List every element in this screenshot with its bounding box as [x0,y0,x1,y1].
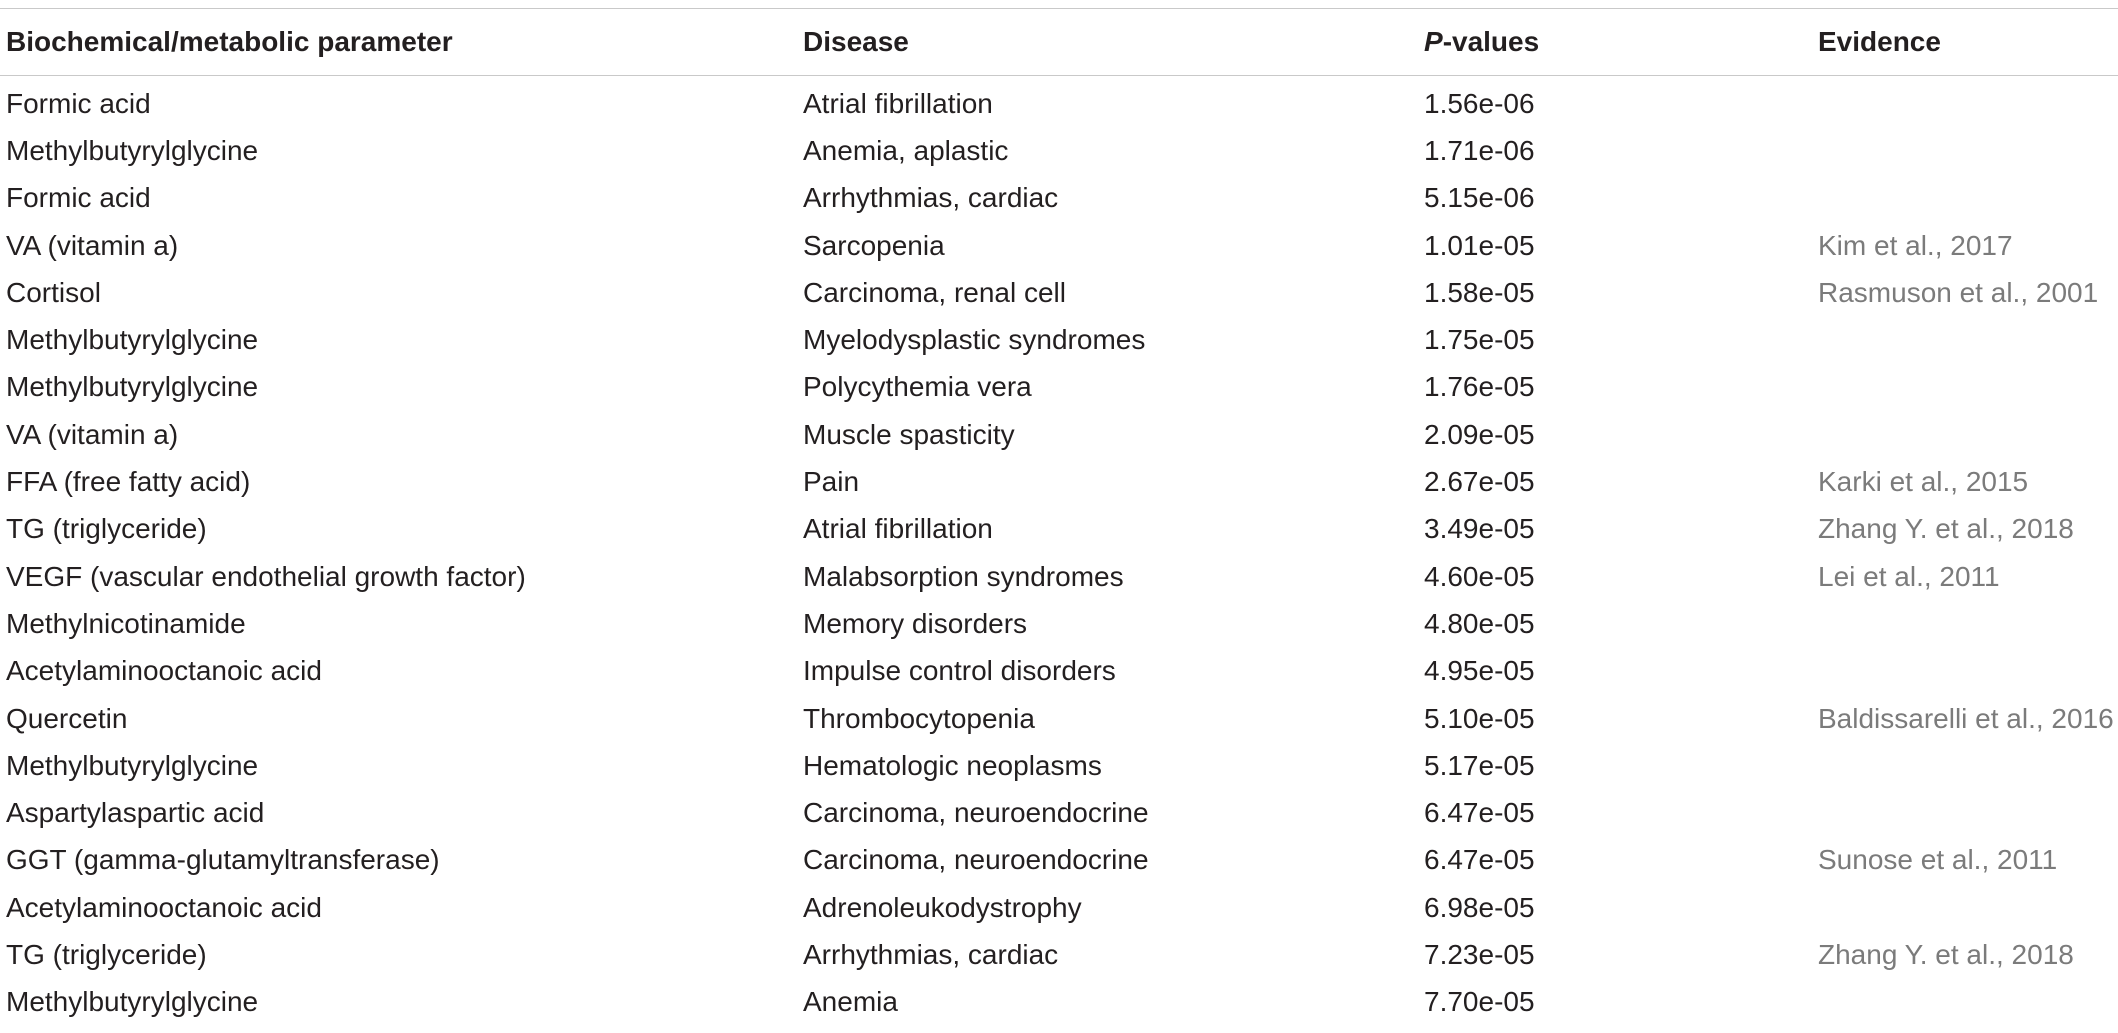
cell-evidence [1818,648,2118,695]
cell-pvalue: 1.76e-05 [1424,371,1535,403]
cell-disease: Sarcopenia [803,229,945,261]
cell-evidence [1818,411,2118,458]
table-header [0,9,2118,76]
cell-evidence [1818,789,2118,836]
header-disease: Disease [803,26,909,57]
cell-pvalue: 6.47e-05 [1424,797,1535,829]
cell-parameter: Methylbutyrylglycine [6,371,259,403]
cell-parameter: Acetylaminooctanoic acid [6,655,322,687]
header-row [0,9,2118,76]
cell-parameter: Methylbutyrylglycine [6,749,259,781]
cell-evidence [1818,316,2118,363]
cell-disease: Thrombocytopenia [803,702,1035,734]
cell-parameter: VA (vitamin a) [6,418,179,450]
cell-parameter: Methylnicotinamide [6,607,246,639]
cell-evidence: Zhang Y. et al., 2018 [1818,513,2074,545]
cell-pvalue: 4.80e-05 [1424,607,1535,639]
header-evidence: Evidence [1818,26,1941,57]
cell-disease: Polycythemia vera [803,371,1032,403]
cell-disease: Memory disorders [803,607,1028,639]
cell-parameter: Methylbutyrylglycine [6,986,259,1018]
cell-pvalue: 7.70e-05 [1424,986,1535,1018]
cell-parameter: Methylbutyrylglycine [6,134,259,166]
cell-disease: Arrhythmias, cardiac [803,938,1059,970]
cell-disease: Atrial fibrillation [803,513,993,545]
table-body [0,76,2118,1026]
cell-parameter: FFA (free fatty acid) [6,466,251,498]
cell-disease: Anemia, aplastic [803,134,1009,166]
table-row [0,695,2118,742]
cell-evidence: Rasmuson et al., 2001 [1818,276,2099,308]
cell-evidence [1818,600,2118,647]
cell-pvalue: 2.09e-05 [1424,418,1535,450]
cell-disease: Malabsorption syndromes [803,560,1124,592]
table-row [0,648,2118,695]
cell-disease: Carcinoma, neuroendocrine [803,844,1149,876]
table-row [0,127,2118,174]
cell-disease: Carcinoma, neuroendocrine [803,797,1149,829]
cell-parameter: TG (triglyceride) [6,938,207,970]
cell-pvalue: 1.58e-05 [1424,276,1535,308]
cell-parameter: TG (triglyceride) [6,513,207,545]
cell-disease: Myelodysplastic syndromes [803,324,1146,356]
cell-pvalue: 4.60e-05 [1424,560,1535,592]
cell-disease: Anemia [803,986,898,1018]
table-row [0,269,2118,316]
cell-pvalue: 5.10e-05 [1424,702,1535,734]
table-row [0,837,2118,884]
table-row [0,222,2118,269]
data-table [0,8,2118,1026]
cell-evidence [1818,127,2118,174]
cell-evidence: Baldissarelli et al., 2016 [1818,702,2114,734]
table-row [0,600,2118,647]
cell-evidence [1818,76,2118,128]
table-row [0,458,2118,505]
header-parameter: Biochemical/metabolic parameter [6,26,453,57]
cell-evidence: Lei et al., 2011 [1818,560,2000,592]
cell-pvalue: 3.49e-05 [1424,513,1535,545]
cell-pvalue: 1.75e-05 [1424,324,1535,356]
cell-disease: Impulse control disorders [803,655,1116,687]
cell-evidence [1818,364,2118,411]
cell-evidence [1818,884,2118,931]
cell-disease: Pain [803,466,860,498]
cell-parameter: Quercetin [6,702,128,734]
cell-pvalue: 4.95e-05 [1424,655,1535,687]
table-row [0,175,2118,222]
cell-parameter: Formic acid [6,87,151,119]
cell-parameter: VEGF (vascular endothelial growth factor) [6,560,526,592]
table-row [0,506,2118,553]
cell-disease: Carcinoma, renal cell [803,276,1066,308]
cell-pvalue: 1.56e-06 [1424,87,1535,119]
data-table-container [0,8,2118,1026]
cell-pvalue: 7.23e-05 [1424,938,1535,970]
cell-disease: Atrial fibrillation [803,87,993,119]
cell-evidence: Sunose et al., 2011 [1818,844,2058,876]
table-row [0,979,2118,1026]
table-row [0,316,2118,363]
cell-parameter: Acetylaminooctanoic acid [6,891,322,923]
cell-parameter: GGT (gamma-glutamyltransferase) [6,844,440,876]
cell-disease: Arrhythmias, cardiac [803,182,1059,214]
table-row [0,789,2118,836]
header-pvalues [1421,9,1818,76]
cell-pvalue: 6.98e-05 [1424,891,1535,923]
table-row [0,884,2118,931]
table-row [0,364,2118,411]
cell-evidence [1818,175,2118,222]
cell-evidence: Kim et al., 2017 [1818,229,2013,261]
cell-disease: Hematologic neoplasms [803,749,1102,781]
cell-evidence: Karki et al., 2015 [1818,466,2029,498]
table-row [0,553,2118,600]
header-pvalues-rest: -values [1442,26,1540,57]
cell-evidence: Zhang Y. et al., 2018 [1818,938,2074,970]
cell-pvalue: 5.15e-06 [1424,182,1535,214]
cell-parameter: Cortisol [6,276,101,308]
cell-disease: Muscle spasticity [803,418,1015,450]
cell-pvalue: 5.17e-05 [1424,749,1535,781]
cell-parameter: Methylbutyrylglycine [6,324,259,356]
cell-parameter: Formic acid [6,182,151,214]
table-row [0,742,2118,789]
cell-parameter: Aspartylaspartic acid [6,797,265,829]
table-row [0,76,2118,128]
table-row [0,931,2118,978]
cell-evidence [1818,979,2118,1026]
cell-evidence [1818,742,2118,789]
cell-pvalue: 2.67e-05 [1424,466,1535,498]
cell-pvalue: 6.47e-05 [1424,844,1535,876]
table-row [0,411,2118,458]
cell-pvalue: 1.01e-05 [1424,229,1535,261]
header-pvalues-italic: P [1424,26,1443,57]
cell-disease: Adrenoleukodystrophy [803,891,1082,923]
cell-pvalue: 1.71e-06 [1424,134,1535,166]
cell-parameter: VA (vitamin a) [6,229,179,261]
